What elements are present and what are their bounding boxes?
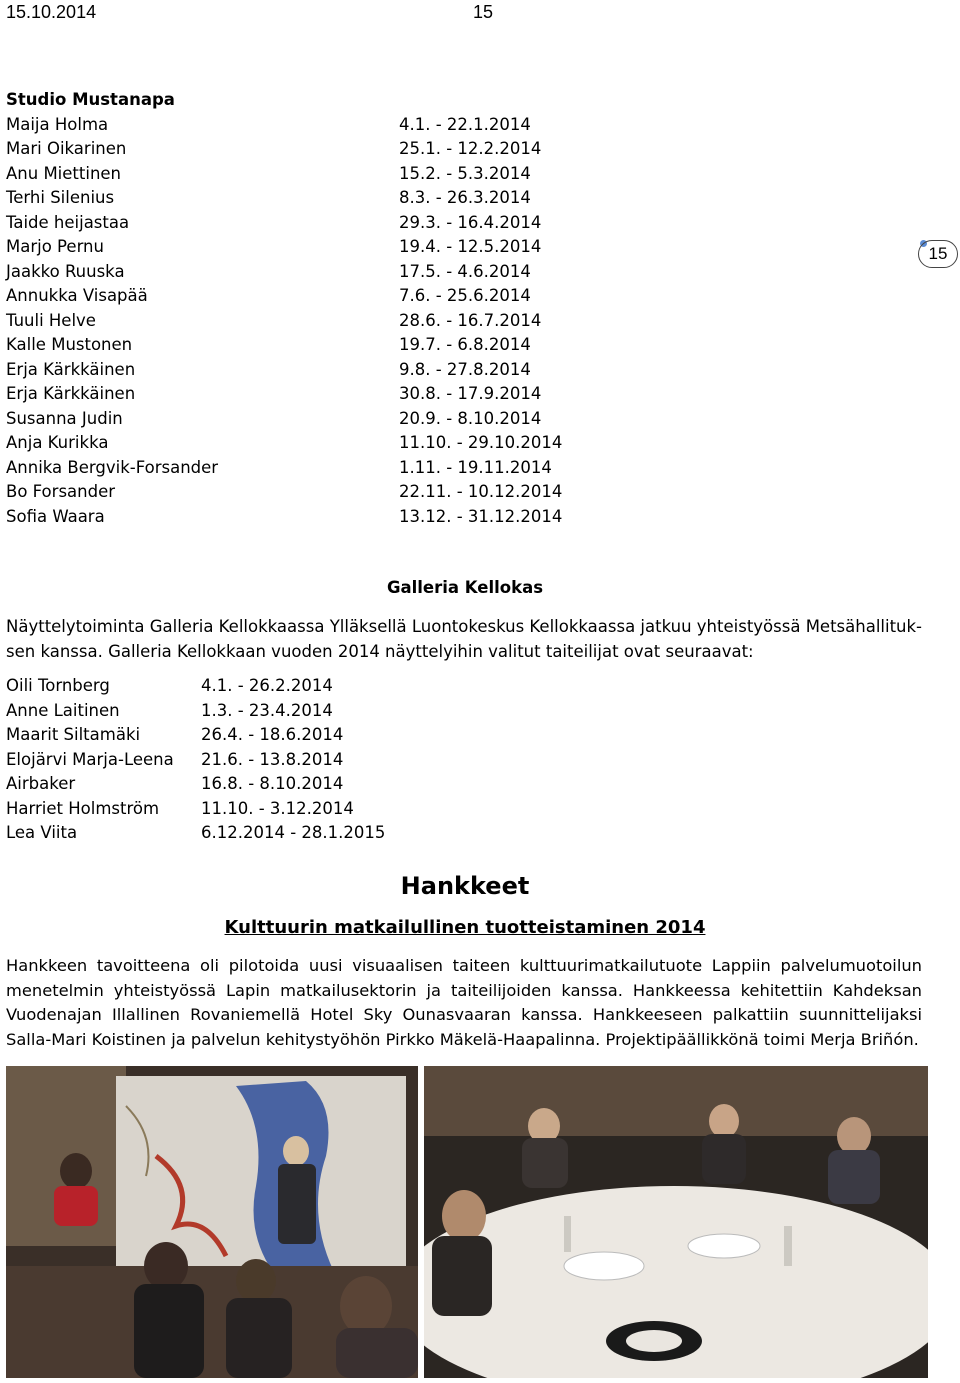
page-number-badge: 15: [918, 240, 958, 268]
artist-name: Erja Kärkkäinen: [6, 359, 136, 379]
exhibition-row: [6, 186, 646, 211]
exhibition-dates: 1.3. - 23.4.2014: [201, 700, 333, 720]
exhibition-dates: 16.8. - 8.10.2014: [201, 774, 344, 793]
header-date: 15.10.2014: [6, 2, 97, 22]
exhibition-row: [6, 797, 385, 822]
exhibition-row: [6, 431, 646, 456]
exhibition-row: [6, 113, 646, 138]
exhibition-dates: 1.11. - 19.11.2014: [399, 457, 552, 477]
exhibition-row: [6, 821, 385, 846]
dinner-event-photo: [424, 1066, 928, 1378]
artist-name: Mari Oikarinen: [6, 139, 127, 158]
galleria-paragraph-line: sen kanssa. Galleria Kellokkaan vuoden 2014 näyttelyihin valitut taiteilijat ovat seuraavat:: [6, 642, 754, 661]
artist-name: Anu Miettinen: [6, 163, 122, 183]
exhibition-row: [6, 211, 646, 236]
exhibition-row: [6, 674, 385, 699]
exhibition-row: [6, 480, 646, 505]
artist-name: Airbaker: [6, 774, 76, 793]
galleria-title: Galleria Kellokas: [386, 578, 544, 597]
studio-exhibition-list: [6, 113, 646, 530]
artist-name: Oili Tornberg: [6, 676, 110, 695]
exhibition-dates: 19.4. - 12.5.2014: [399, 237, 542, 256]
artist-name: Maija Holma: [6, 114, 109, 134]
exhibition-row: [6, 235, 646, 260]
exhibition-dates: 29.3. - 16.4.2014: [399, 212, 542, 232]
artist-name: Jaakko Ruuska: [6, 261, 125, 281]
exhibition-dates: 7.6. - 25.6.2014: [399, 286, 531, 305]
artist-name: Anja Kurikka: [6, 433, 109, 452]
exhibition-dates: 26.4. - 18.6.2014: [201, 725, 344, 744]
exhibition-row: [6, 358, 646, 383]
artist-name: Tuuli Helve: [6, 310, 96, 330]
exhibition-row: [6, 137, 646, 162]
exhibition-dates: 17.5. - 4.6.2014: [399, 261, 531, 281]
studio-mustanapa-section: [6, 88, 646, 529]
galleria-paragraph: [6, 614, 926, 664]
hankkeet-subtitle: Kulttuurin matkailullinen tuotteistaminen 2014: [224, 917, 706, 938]
exhibition-row: [6, 748, 385, 773]
exhibition-dates: 28.6. - 16.7.2014: [399, 310, 542, 330]
gallery-event-photo: [6, 1066, 418, 1378]
exhibition-row: [6, 723, 385, 748]
artist-name: Harriet Holmström: [6, 798, 160, 818]
artist-name: Erja Kärkkäinen: [6, 384, 136, 403]
exhibition-dates: 8.3. - 26.3.2014: [399, 188, 531, 207]
exhibition-dates: 21.6. - 13.8.2014: [201, 749, 344, 769]
artist-name: Annukka Visapää: [6, 286, 148, 305]
exhibition-dates: 20.9. - 8.10.2014: [399, 408, 542, 428]
exhibition-dates: 25.1. - 12.2.2014: [399, 139, 542, 158]
exhibition-dates: 6.12.2014 - 28.1.2015: [201, 823, 386, 842]
artist-name: Kalle Mustonen: [6, 335, 133, 354]
exhibition-row: [6, 456, 646, 481]
exhibition-row: [6, 772, 385, 797]
exhibition-dates: 11.10. - 29.10.2014: [399, 433, 563, 452]
galleria-paragraph-line: Näyttelytoiminta Galleria Kellokkaassa Ylläksellä Luontokeskus Kellokkaassa jatkuu yhteistyössä Metsähallituk-: [6, 617, 923, 636]
exhibition-row: [6, 407, 646, 432]
exhibition-dates: 11.10. - 3.12.2014: [201, 798, 354, 818]
artist-name: Elojärvi Marja-Leena: [6, 749, 174, 769]
galleria-exhibition-list: [6, 674, 385, 846]
artist-name: Susanna Judin: [6, 408, 123, 428]
exhibition-row: [6, 309, 646, 334]
exhibition-dates: 13.12. - 31.12.2014: [399, 506, 563, 526]
artist-name: Lea Viita: [6, 823, 78, 842]
studio-title: Studio Mustanapa: [6, 90, 175, 109]
header-page-number: 15: [473, 2, 494, 22]
artist-name: Bo Forsander: [6, 482, 116, 501]
artist-name: Sofia Waara: [6, 506, 105, 526]
exhibition-dates: 30.8. - 17.9.2014: [399, 384, 542, 403]
exhibition-dates: 15.2. - 5.3.2014: [399, 163, 531, 183]
hankkeet-title: Hankkeet: [400, 872, 530, 900]
hankkeet-paragraph: Hankkeen tavoitteena oli pilotoida uusi visuaalisen taiteen kulttuurimatkailutuote Lappiin palvelumuotoilun menetelmin yhteistyössä Lapin matkailusektorin ja taiteilijoiden kanssa. Hankkeessa kehitettiin Kahdeksan Vuodenajan Illallinen Rovaniemellä Hotel Sky Ounasvaaran kanssa. Hankkeeseen palkattiin suunnittelijaksi Salla-Mari Koistinen ja palvelun kehitystyöhön Pirkko Mäkelä-Haapalinna. Projektipäällikkönä toimi Merja Briñón.: [6, 956, 922, 1049]
exhibition-row: [6, 260, 646, 285]
exhibition-dates: 4.1. - 22.1.2014: [399, 114, 531, 134]
artist-name: Annika Bergvik-Forsander: [6, 457, 219, 477]
artist-name: Taide heijastaa: [6, 212, 130, 232]
artist-name: Marjo Pernu: [6, 237, 104, 256]
exhibition-dates: 4.1. - 26.2.2014: [201, 676, 333, 695]
exhibition-row: [6, 333, 646, 358]
exhibition-row: [6, 162, 646, 187]
artist-name: Maarit Siltamäki: [6, 725, 141, 744]
artist-name: Terhi Silenius: [6, 188, 115, 207]
exhibition-row: [6, 699, 385, 724]
exhibition-dates: 9.8. - 27.8.2014: [399, 359, 531, 379]
exhibition-dates: 22.11. - 10.12.2014: [399, 482, 563, 501]
artist-name: Anne Laitinen: [6, 700, 120, 720]
exhibition-row: [6, 382, 646, 407]
exhibition-row: [6, 505, 646, 530]
exhibition-row: [6, 284, 646, 309]
exhibition-dates: 19.7. - 6.8.2014: [399, 335, 531, 354]
